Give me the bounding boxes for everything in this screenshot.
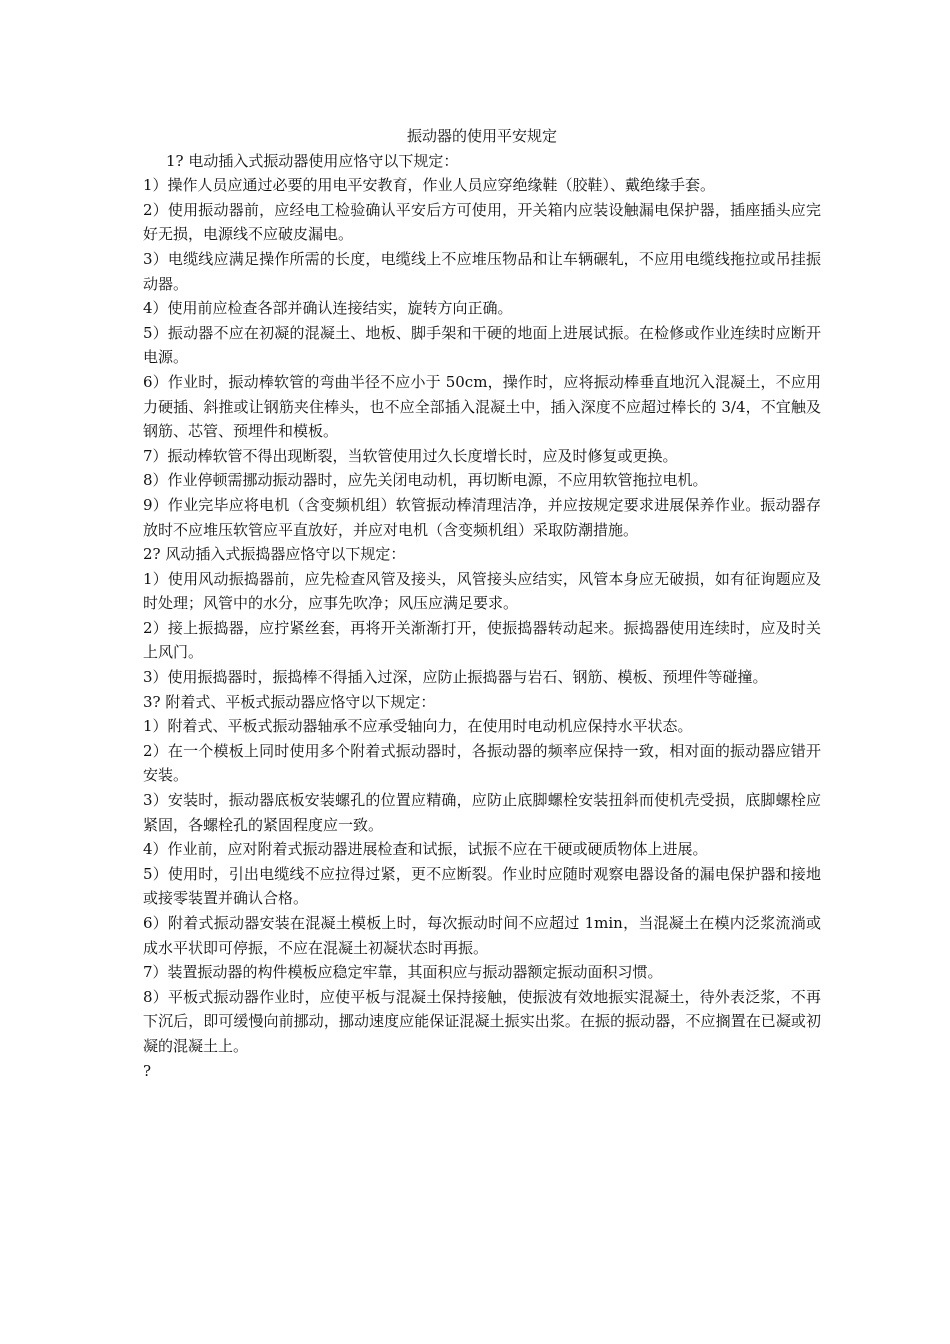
paragraph: 1）使用风动振捣器前，应先检查风管及接头，风管接头应结实，风管本身应无破损，如有征询题应及时处理；风管中的水分，应事先吹净；风压应满足要求。 bbox=[143, 569, 821, 613]
section-heading-1: 1? 电动插入式振动器使用应恪守以下规定： bbox=[166, 151, 459, 170]
paragraph: 6）附着式振动器安装在混凝土模板上时，每次振动时间不应超过 1min，当混凝土在模内泛浆流淌或成水平状即可停振，不应在混凝土初凝状态时再振。 bbox=[143, 914, 821, 957]
section-heading-2: 2? 风动插入式振捣器应恪守以下规定： bbox=[143, 545, 406, 564]
document-title: 振动器的使用平安规定 bbox=[406, 127, 557, 145]
paragraph: 2）接上振捣器，应拧紧丝套，再将开关渐渐打开，使振捣器转动起来。振捣器使用连续时，应及时关上风门。 bbox=[143, 618, 821, 662]
paragraph: 8）作业停顿需挪动振动器时，应先关闭电动机，再切断电源，不应用软管拖拉电机。 bbox=[143, 471, 708, 490]
trailing-mark: ? bbox=[143, 1061, 152, 1080]
paragraph: 1）附着式、平板式振动器轴承不应承受轴向力，在使用时电动机应保持水平状态。 bbox=[143, 717, 693, 736]
paragraph: 8）平板式振动器作业时，应使平板与混凝土保持接触，使振波有效地振实混凝土，待外表泛浆，不再下沉后，即可缓慢向前挪动，挪动速度应能保证混凝土振实出浆。在振的振动器，不应搁置在已凝或初凝的混凝土上。 bbox=[143, 987, 821, 1055]
paragraph: 3）使用振捣器时，振捣棒不得插入过深，应防止振捣器与岩石、钢筋、模板、预埋件等碰撞。 bbox=[143, 668, 768, 687]
paragraph: 5）振动器不应在初凝的混凝土、地板、脚手架和干硬的地面上进展试振。在检修或作业连续时应断开电源。 bbox=[143, 323, 821, 367]
paragraph: 3）电缆线应满足操作所需的长度，电缆线上不应堆压物品和让车辆碾轧，不应用电缆线拖拉或吊挂振动器。 bbox=[143, 249, 821, 293]
paragraph: 4）作业前，应对附着式振动器进展检查和试振，试振不应在干硬或硬质物体上进展。 bbox=[143, 840, 708, 859]
document-page bbox=[143, 124, 821, 1083]
paragraph: 2）在一个模板上同时使用多个附着式振动器时，各振动器的频率应保持一致，相对面的振动器应错开安装。 bbox=[143, 741, 821, 785]
paragraph: 1）操作人员应通过必要的用电平安教育，作业人员应穿绝缘鞋（胶鞋）、戴绝缘手套。 bbox=[143, 176, 716, 195]
paragraph: 2）使用振动器前，应经电工检验确认平安后方可使用，开关箱内应装设触漏电保护器，插座插头应完好无损，电源线不应破皮漏电。 bbox=[143, 200, 821, 244]
section-heading-3: 3? 附着式、平板式振动器应恪守以下规定： bbox=[143, 692, 436, 711]
paragraph: 4）使用前应检查各部并确认连接结实，旋转方向正确。 bbox=[143, 299, 513, 318]
paragraph: 5）使用时，引出电缆线不应拉得过紧，更不应断裂。作业时应随时观察电器设备的漏电保护器和接地或接零装置并确认合格。 bbox=[143, 864, 821, 908]
paragraph: 7）装置振动器的构件模板应稳定牢靠，其面积应与振动器额定振动面积习惯。 bbox=[143, 963, 663, 982]
paragraph: 7）振动棒软管不得出现断裂，当软管使用过久长度增长时，应及时修复或更换。 bbox=[143, 446, 678, 465]
paragraph: 9）作业完毕应将电机（含变频机组）软管振动棒清理洁净，并应按规定要求进展保养作业。振动器存放时不应堆压软管应平直放好，并应对电机（含变频机组）采取防潮措施。 bbox=[143, 495, 821, 539]
paragraph: 6）作业时，振动棒软管的弯曲半径不应小于 50cm，操作时，应将振动棒垂直地沉入混凝土，不应用力硬插、斜推或让钢筋夹住棒头，也不应全部插入混凝土中，插入深度不应超过棒长的 3/4，不宜触及钢筋、芯管、预埋件和模板。 bbox=[143, 372, 821, 441]
paragraph: 3）安装时，振动器底板安装螺孔的位置应精确，应防止底脚螺栓安装扭斜而使机壳受损，底脚螺栓应紧固，各螺栓孔的紧固程度应一致。 bbox=[143, 791, 821, 834]
